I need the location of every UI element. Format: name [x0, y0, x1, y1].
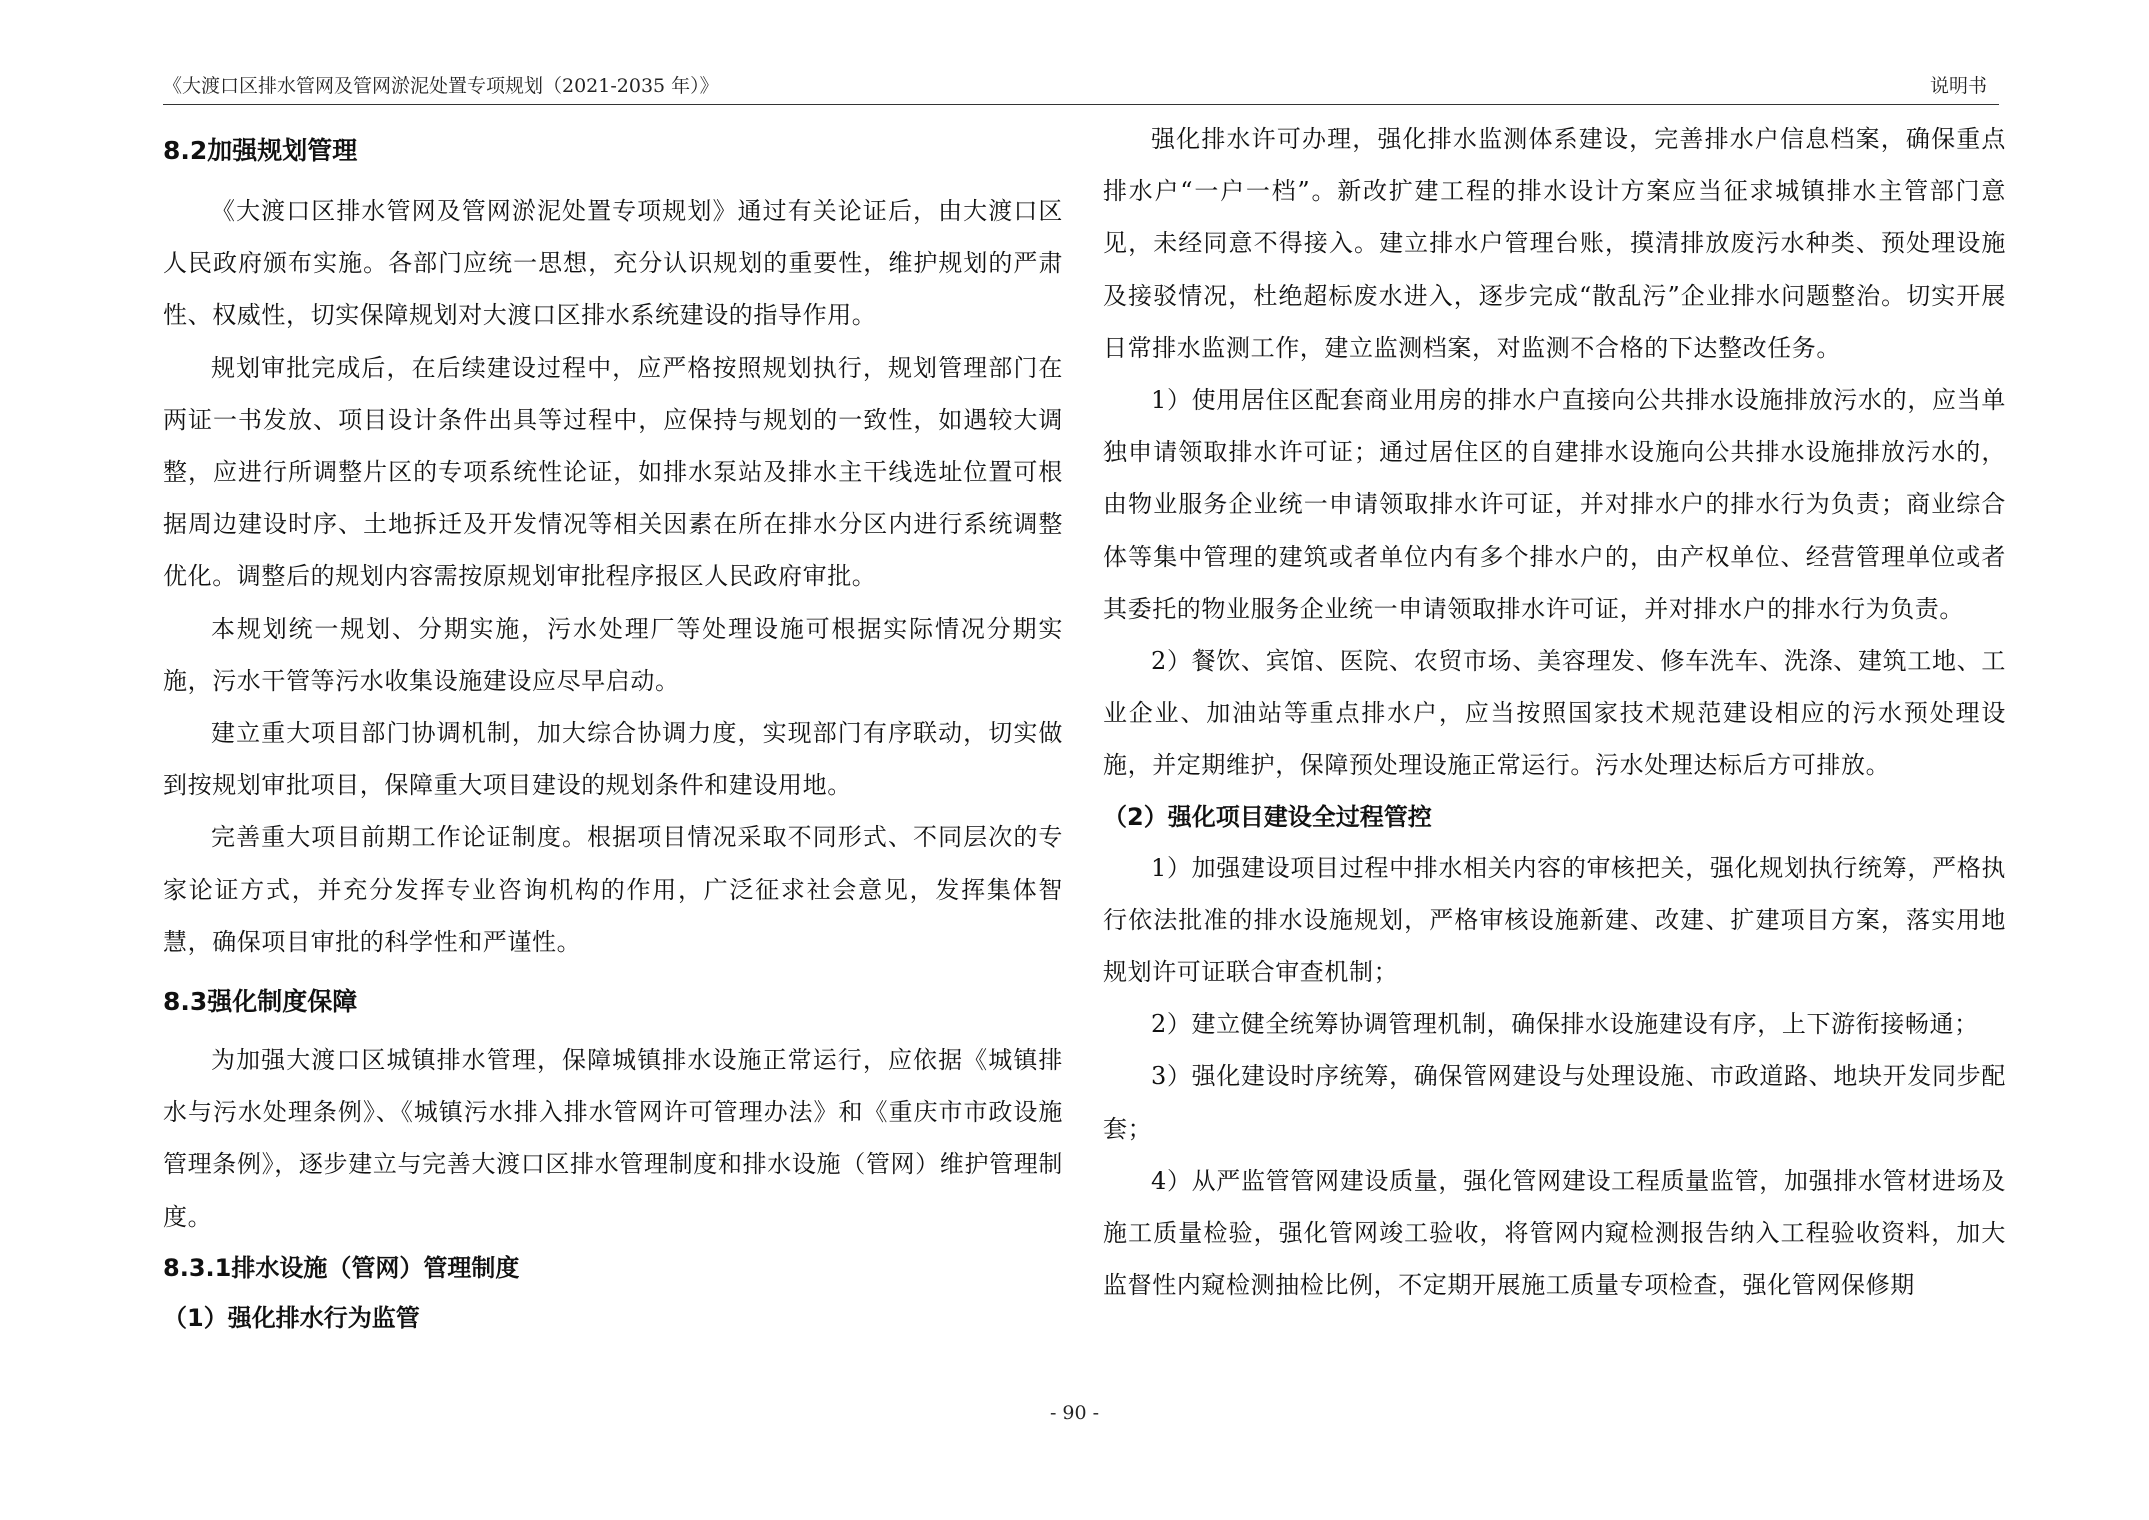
paragraph: 本规划统一规划、分期实施，污水处理厂等处理设施可根据实际情况分期实施，污水干管等污水收集设施建设应尽早启动。	[163, 614, 1063, 695]
paragraph: 4）从严监管管网建设质量，强化管网建设工程质量监管，加强排水管材进场及施工质量检验，强化管网竣工验收，将管网内窥检测报告纳入工程验收资料，加大监督性内窥检测抽检比例，不定期开展施工质量专项检查，强化管网保修期	[1103, 1166, 2006, 1300]
right-column	[1103, 125, 2006, 1311]
section-8-3-1-title: 8.3.1排水设施（管网）管理制度	[163, 1253, 520, 1282]
paragraph: 1）加强建设项目过程中排水相关内容的审核把关，强化规划执行统筹，严格执行依法批准的排水设施规划，严格审核设施新建、改建、扩建项目方案，落实用地规划许可证联合审查机制；	[1103, 853, 2006, 987]
paragraph: 3）强化建设时序统筹，确保管网建设与处理设施、市政道路、地块开发同步配套；	[1103, 1062, 2006, 1143]
item-2-title: （2）强化项目建设全过程管控	[1103, 802, 1432, 831]
paragraph: 建立重大项目部门协调机制，加大综合协调力度，实现部门有序联动，切实做到按规划审批项目，保障重大项目建设的规划条件和建设用地。	[163, 719, 1063, 800]
left-column	[163, 137, 1063, 1343]
document-title: 《大渡口区排水管网及管网淤泥处置专项规划（2021-2035 年）》	[163, 75, 719, 97]
item-1-title: （1）强化排水行为监管	[163, 1303, 420, 1332]
section-8-3-title: 8.3强化制度保障	[163, 987, 358, 1017]
paragraph: 强化排水许可办理，强化排水监测体系建设，完善排水户信息档案，确保重点排水户“一户一档”。新改扩建工程的排水设计方案应当征求城镇排水主管部门意见，未经同意不得接入。建立排水户管理台账，摸清排放废污水种类、预处理设施及接驳情况，杜绝超标废水进入，逐步完成“散乱污”企业排水问题整治。切实开展日常排水监测工作，建立监测档案，对监测不合格的下达整改任务。	[1103, 125, 2006, 362]
paragraph: 完善重大项目前期工作论证制度。根据项目情况采取不同形式、不同层次的专家论证方式，并充分发挥专业咨询机构的作用，广泛征求社会意见，发挥集体智慧，确保项目审批的科学性和严谨性。	[163, 823, 1063, 956]
section-8-2-title: 8.2加强规划管理	[163, 136, 358, 165]
page-header	[163, 70, 1999, 105]
page-number: - 90 -	[1049, 1402, 1100, 1424]
paragraph: 2）餐饮、宾馆、医院、农贸市场、美容理发、修车洗车、洗涤、建筑工地、工业企业、加油站等重点排水户，应当按照国家技术规范建设相应的污水预处理设施，并定期维护，保障预处理设施正常运行。污水处理达标后方可排放。	[1103, 647, 2006, 780]
paragraph: 2）建立健全统筹协调管理机制，确保排水设施建设有序，上下游衔接畅通；	[1151, 1010, 1979, 1039]
paragraph: 为加强大渡口区城镇排水管理，保障城镇排水设施正常运行，应依据《城镇排水与污水处理条例》、《城镇污水排入排水管网许可管理办法》和《重庆市市政设施管理条例》，逐步建立与完善大渡口区排水管理制度和排水设施（管网）维护管理制度。	[163, 1046, 1063, 1231]
paragraph: 1）使用居住区配套商业用房的排水户直接向公共排水设施排放污水的，应当单独申请领取排水许可证；通过居住区的自建排水设施向公共排水设施排放污水的，由物业服务企业统一申请领取排水许可证，并对排水户的排水行为负责；商业综合体等集中管理的建筑或者单位内有多个排水户的，由产权单位、经营管理单位或者其委托的物业服务企业统一申请领取排水许可证，并对排水户的排水行为负责。	[1103, 386, 2006, 623]
document-type: 说明书	[1929, 75, 1987, 97]
paragraph: 规划审批完成后，在后续建设过程中，应严格按照规划执行，规划管理部门在两证一书发放、项目设计条件出具等过程中，应保持与规划的一致性，如遇较大调整，应进行所调整片区的专项系统性论证，如排水泵站及排水主干线选址位置可根据周边建设时序、土地拆迁及开发情况等相关因素在所在排水分区内进行系统调整优化。调整后的规划内容需按原规划审批程序报区人民政府审批。	[163, 353, 1063, 591]
paragraph: 《大渡口区排水管网及管网淤泥处置专项规划》通过有关论证后，由大渡口区人民政府颁布实施。各部门应统一思想，充分认识规划的重要性，维护规划的严肃性、权威性，切实保障规划对大渡口区排水系统建设的指导作用。	[163, 197, 1063, 330]
